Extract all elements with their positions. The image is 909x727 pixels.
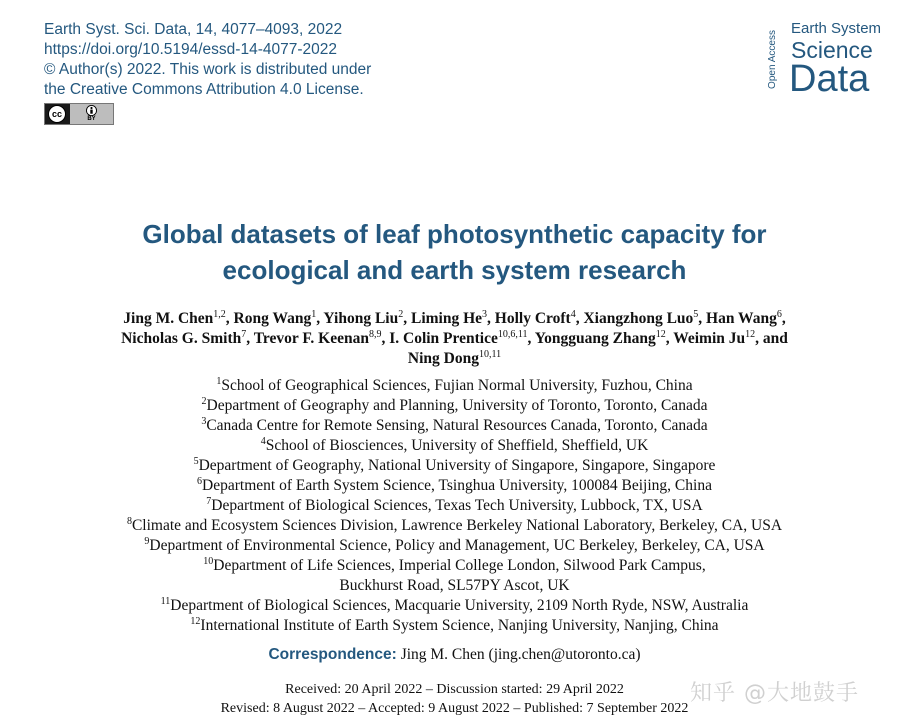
affiliation-number: 9 <box>144 536 150 547</box>
affiliation-item <box>0 576 909 596</box>
watermark: 知乎 @大地鼓手 <box>690 681 859 706</box>
correspondence-label: Correspondence: <box>268 646 397 663</box>
correspondence <box>0 646 909 664</box>
license-line-2[interactable]: the Creative Commons Attribution 4.0 License. <box>44 81 364 98</box>
author-separator: , <box>527 330 535 347</box>
affiliation-text: Buckhurst Road, SL57PY Ascot, UK <box>339 577 570 594</box>
citation: Earth Syst. Sci. Data, 14, 4077–4093, 2022 <box>44 21 343 38</box>
affiliation-text: Department of Earth System Science, Tsinghua University, 100084 Beijing, China <box>202 477 712 494</box>
open-access-label: Open Access <box>766 30 778 89</box>
author-separator: , and <box>755 330 788 347</box>
affiliation-number: 1 <box>216 376 222 387</box>
affiliation-item <box>0 596 909 616</box>
author-name: Han Wang <box>706 310 777 327</box>
affiliation-text: Department of Geography and Planning, University of Toronto, Toronto, Canada <box>206 397 708 414</box>
author-name: Rong Wang <box>233 310 312 327</box>
affiliation-number: 2 <box>201 396 207 407</box>
logo-line-2: Science <box>791 37 873 63</box>
author-name: Xiangzhong Luo <box>583 310 694 327</box>
affiliation-item <box>0 516 909 536</box>
affiliation-text: School of Geographical Sciences, Fujian Normal University, Fuzhou, China <box>221 377 693 394</box>
person-icon <box>86 105 97 116</box>
affiliation-item <box>0 536 909 556</box>
affiliation-item <box>0 416 909 436</box>
author-name: I. Colin Prentice <box>389 330 498 347</box>
author-name: Yihong Liu <box>323 310 399 327</box>
affiliation-number: 7 <box>206 496 212 507</box>
affiliation-number: 10 <box>203 556 214 567</box>
author-name: Nicholas G. Smith <box>121 330 242 347</box>
affiliation-number: 3 <box>201 416 207 427</box>
title-line-2: ecological and earth system research <box>222 255 687 285</box>
article-header <box>44 20 371 100</box>
affiliation-item <box>0 496 909 516</box>
author-separator: , <box>225 310 234 327</box>
author-affiliation-ref: 6 <box>776 309 782 320</box>
author-affiliation-ref: 4 <box>570 309 576 320</box>
author-list <box>0 309 909 369</box>
logo-line-1: Earth System <box>791 20 882 37</box>
author-separator: , <box>575 310 584 327</box>
affiliation-number: 8 <box>126 516 132 527</box>
author-separator: , <box>316 310 324 327</box>
author-affiliation-ref: 10,11 <box>478 349 502 360</box>
cc-icon: cc <box>48 105 66 123</box>
affiliation-text: Department of Biological Sciences, Texas Tech University, Lubbock, TX, USA <box>211 497 703 514</box>
author-affiliation-ref: 3 <box>482 309 488 320</box>
affiliation-number: 6 <box>197 476 203 487</box>
affiliation-item <box>0 456 909 476</box>
author-name: Liming He <box>410 310 483 327</box>
author-affiliation-ref: 10,6,11 <box>497 329 528 340</box>
author-affiliation-ref: 2 <box>398 309 404 320</box>
dates-line-1: Received: 20 April 2022 – Discussion started: 29 April 2022 <box>285 682 624 697</box>
affiliation-number: 4 <box>260 436 266 447</box>
affiliation-item <box>0 376 909 396</box>
correspondence-value[interactable]: Jing M. Chen (jing.chen@utoronto.ca) <box>400 646 641 663</box>
affiliation-text: Department of Geography, National University of Singapore, Singapore, Singapore <box>198 457 716 474</box>
affiliation-item <box>0 396 909 416</box>
paper-title <box>0 216 909 288</box>
license-line-1: © Author(s) 2022. This work is distributed under <box>44 61 372 78</box>
author-line-3 <box>0 349 909 369</box>
author-affiliation-ref: 8,9 <box>368 329 382 340</box>
author-line-2 <box>0 329 909 349</box>
affiliation-item <box>0 476 909 496</box>
author-affiliation-ref: 5 <box>693 309 699 320</box>
dates-line-2: Revised: 8 August 2022 – Accepted: 9 August 2022 – Published: 7 September 2022 <box>220 701 689 716</box>
affiliation-number: 11 <box>160 596 171 607</box>
author-separator: , <box>487 310 495 327</box>
affiliation-text: Department of Environmental Science, Policy and Management, UC Berkeley, Berkeley, CA, USA <box>149 537 765 554</box>
author-affiliation-ref: 7 <box>241 329 247 340</box>
affiliation-number: 12 <box>190 616 201 627</box>
doi-link[interactable]: https://doi.org/10.5194/essd-14-4077-2022 <box>44 41 337 58</box>
affiliation-text: Department of Life Sciences, Imperial College London, Silwood Park Campus, <box>213 557 706 574</box>
author-affiliation-ref: 12 <box>655 329 666 340</box>
affiliation-number: 5 <box>193 456 199 467</box>
author-name: Holly Croft <box>494 310 571 327</box>
author-name: Jing M. Chen <box>123 310 214 327</box>
title-line-1: Global datasets of leaf photosynthetic capacity for <box>142 219 767 249</box>
author-name: Weimin Ju <box>673 330 746 347</box>
affiliation-text: Climate and Ecosystem Sciences Division, Lawrence Berkeley National Laboratory, Berkeley, CA, USA <box>131 517 783 534</box>
affiliation-text: Department of Biological Sciences, Macquarie University, 2109 North Ryde, NSW, Australia <box>170 597 749 614</box>
author-affiliation-ref: 12 <box>745 329 756 340</box>
author-affiliation-ref: 1,2 <box>213 309 226 320</box>
journal-logo[interactable] <box>766 20 887 100</box>
affiliation-text: International Institute of Earth System Science, Nanjing University, Nanjing, China <box>200 617 719 634</box>
affiliation-text: School of Biosciences, University of Sheffield, Sheffield, UK <box>265 437 649 454</box>
author-affiliation-ref: 1 <box>311 309 317 320</box>
author-line-1 <box>0 309 909 329</box>
affiliation-item <box>0 556 909 576</box>
author-separator: , <box>403 310 411 327</box>
author-separator: , <box>665 330 674 347</box>
author-name: Trevor F. Keenan <box>253 330 369 347</box>
cc-by-badge[interactable] <box>44 103 114 125</box>
affiliation-item <box>0 436 909 456</box>
affiliation-list <box>0 376 909 636</box>
author-name: Yongguang Zhang <box>534 330 656 347</box>
logo-line-3: Data <box>789 58 870 100</box>
affiliation-item <box>0 616 909 636</box>
author-separator: , <box>381 330 390 347</box>
author-separator: , <box>698 310 707 327</box>
affiliation-text: Canada Centre for Remote Sensing, Natural Resources Canada, Toronto, Canada <box>206 417 708 434</box>
author-separator: , <box>781 310 786 327</box>
author-separator: , <box>246 330 254 347</box>
by-label: BY <box>87 116 96 122</box>
author-name: Ning Dong <box>407 350 479 367</box>
